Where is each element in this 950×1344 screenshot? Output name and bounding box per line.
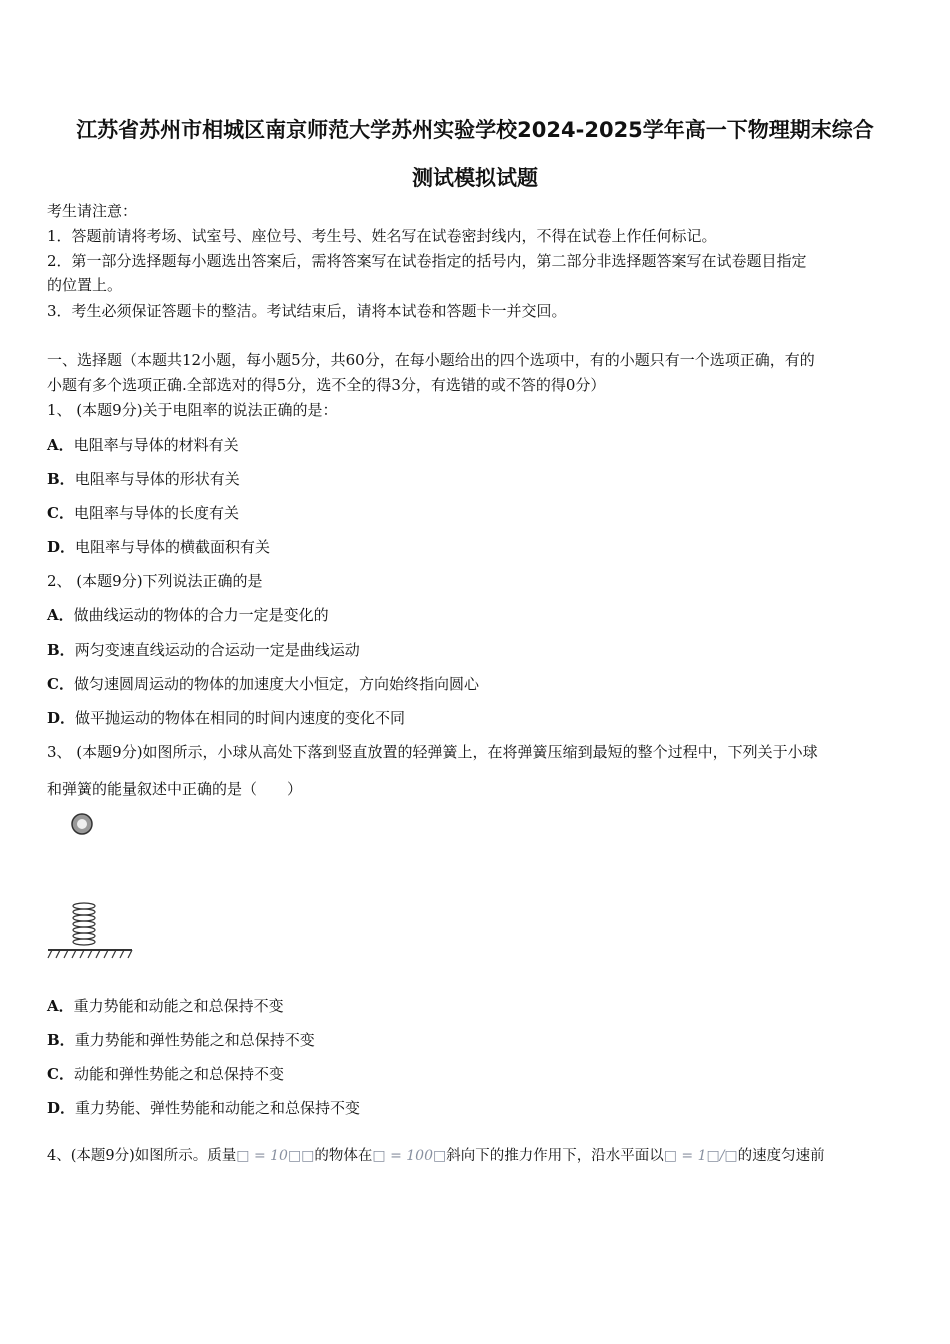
notice-heading: 考生请注意： [47,202,138,220]
option-text: 动能和弹性势能之和总保持不变 [73,1065,284,1083]
option-text: 重力势能、弹性势能和动能之和总保持不变 [75,1099,361,1117]
q3-option-b [47,1030,315,1050]
q4-formula-mass: □ = 10□□ [236,1148,315,1164]
option-text: 重力势能和弹性势能之和总保持不变 [74,1031,315,1049]
q4-formula-force: □ = 100□ [372,1148,447,1164]
q1-option-c [47,503,239,523]
option-letter: C． [47,504,74,522]
question-1-stem: 1、 (本题9分)关于电阻率的说法正确的是： [47,401,338,419]
option-letter: D． [47,538,76,556]
option-text: 做匀速圆周运动的物体的加速度大小恒定，方向始终指向圆心 [73,675,479,693]
option-letter: B． [47,641,75,659]
q3-option-d [47,1098,360,1118]
q4-text: 斜向下的推力作用下，沿水平面以 [446,1148,664,1164]
option-text: 做平抛运动的物体在相同的时间内速度的变化不同 [75,709,406,727]
option-letter: C． [47,675,74,693]
q2-option-a [47,605,329,625]
q2-option-c [47,674,479,694]
title-line-1: 江苏省苏州市相城区南京师范大学苏州实验学校2024-2025学年高一下物理期末综合 [76,118,874,142]
option-letter: A． [47,997,74,1015]
section-heading: 小题有多个选项正确.全部选对的得5分，选不全的得3分，有选错的或不答的得0分） [47,376,606,394]
q4-formula-velocity: □ = 1□/□ [663,1148,738,1164]
q1-option-b [47,469,240,489]
option-text: 电阻率与导体的材料有关 [73,436,239,454]
notice-item: 3．考生必须保证答题卡的整洁。考试结束后，请将本试卷和答题卡一并交回。 [47,302,567,320]
option-letter: D． [47,709,76,727]
option-text: 电阻率与导体的长度有关 [73,504,239,522]
q2-option-d [47,708,405,728]
section-heading: 一、选择题（本题共12小题，每小题5分，共60分，在每小题给出的四个选项中，有的小题只有一个选项正确，有的 [47,351,815,369]
title-line-2: 测试模拟试题 [412,166,538,190]
notice-item: 的位置上。 [47,276,123,294]
ground-icon [48,950,132,958]
question-4-stem [47,1146,825,1166]
q4-text: 4、(本题9分)如图所示。质量 [47,1148,237,1164]
option-letter: B． [47,1031,75,1049]
q3-option-c [47,1064,284,1084]
question-3-stem: 和弹簧的能量叙述中正确的是（ ） [47,780,303,798]
option-text: 电阻率与导体的形状有关 [74,470,240,488]
notice-item: 2．第一部分选择题每小题选出答案后，需将答案写在试卷指定的括号内，第二部分非选择题答案写在试卷题目指定 [47,252,807,270]
q1-option-a [47,435,239,455]
ball-spring-figure [44,808,139,968]
spring-icon [73,903,95,945]
option-letter: A． [47,436,74,454]
option-text: 电阻率与导体的横截面积有关 [75,538,271,556]
option-letter: C． [47,1065,74,1083]
option-letter: D． [47,1099,76,1117]
ball-icon [72,814,92,834]
notice-item: 1．答题前请将考场、试室号、座位号、考生号、姓名写在试卷密封线内，不得在试卷上作任何标记。 [47,227,717,245]
option-letter: A． [47,606,74,624]
q2-option-b [47,640,360,660]
option-letter: B． [47,470,75,488]
question-2-stem: 2、 (本题9分)下列说法正确的是 [47,572,263,590]
q1-option-d [47,537,270,557]
option-text: 两匀变速直线运动的合运动一定是曲线运动 [74,641,360,659]
question-3-stem: 3、 (本题9分)如图所示，小球从高处下落到竖直放置的轻弹簧上，在将弹簧压缩到最短的整个过程中，下列关于小球 [47,743,818,761]
option-text: 做曲线运动的物体的合力一定是变化的 [73,606,329,624]
option-text: 重力势能和动能之和总保持不变 [73,997,284,1015]
q4-text: 的物体在 [314,1148,373,1164]
q3-option-a [47,996,284,1016]
q4-text: 的速度匀速前 [737,1148,825,1164]
